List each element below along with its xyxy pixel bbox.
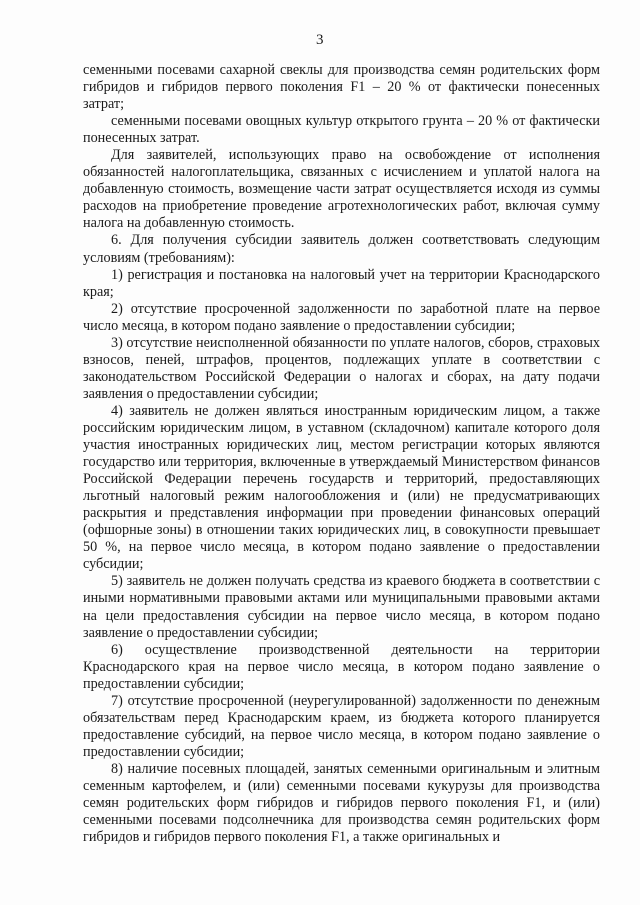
- paragraph-vegetable-crops: семенными посевами овощных культур открытого грунта – 20 % от фактически понесенных затрат.: [83, 113, 600, 147]
- paragraph-condition-3: 3) отсутствие неисполненной обязанности по уплате налогов, сборов, страховых взносов, пеней, штрафов, процентов, подлежащих уплате в соответствии с законодательством Российской Федерации о налогах и сборах, на дату подачи заявления о предоставлении субсидии;: [83, 334, 600, 402]
- paragraph-section-6-intro: 6. Для получения субсидии заявитель должен соответствовать следующим условиям (требованиям):: [83, 232, 600, 266]
- paragraph-condition-8: 8) наличие посевных площадей, занятых семенными оригинальным и элитным семенным картофелем, и (или) семенными посевами кукурузы для производства семян родительских форм гибридов и гибридов первого поколения F1, и (или) семенными посевами подсолнечника для производства семян родительских форм гибридов и гибридов первого поколения F1, а также оригинальных и: [83, 760, 600, 846]
- paragraph-condition-6: 6) осуществление производственной деятельности на территории Краснодарского края на первое число месяца, в котором подано заявление о предоставлении субсидии;: [83, 641, 600, 692]
- paragraph-condition-4: 4) заявитель не должен являться иностранным юридическим лицом, а также российским юридическим лицом, в уставном (складочном) капитале которого доля участия иностранных юридических лиц, местом регистрации которых являются государство или территория, включенные в утверждаемый Министерством финансов Российской Федерации перечень государств и территорий, предоставляющих льготный налоговый режим налогообложения и (или) не предусматривающих раскрытия и представления информации при проведении финансовых операций (офшорные зоны) в отношении таких юридических лиц, в совокупности превышает 50 %, на первое число месяца, в котором подано заявление о предоставлении субсидии;: [83, 402, 600, 573]
- paragraph-condition-7: 7) отсутствие просроченной (неурегулированной) задолженности по денежным обязательствам перед Краснодарским краем, из бюджета которого планируется предоставление субсидий, на первое число месяца, в котором подано заявление о предоставлении субсидии;: [83, 692, 600, 760]
- paragraph-condition-2: 2) отсутствие просроченной задолженности по заработной плате на первое число месяца, в котором подано заявление о предоставлении субсидии;: [83, 300, 600, 334]
- page-number: 3: [316, 32, 324, 48]
- paragraph-vat-exemption: Для заявителей, использующих право на освобождение от исполнения обязанностей налогоплательщика, связанных с исчислением и уплатой налога на добавленную стоимость, возмещение части затрат осуществляется исходя из суммы расходов на приобретение проведение агротехнологических работ, включая сумму налога на добавленную стоимость.: [83, 147, 600, 232]
- paragraph-condition-5: 5) заявитель не должен получать средства из краевого бюджета в соответствии с иными нормативными правовыми актами или муниципальными правовыми актами на цели предоставления субсидии на первое число месяца, в котором подано заявление о предоставлении субсидии;: [83, 573, 600, 641]
- document-body: [83, 62, 600, 846]
- paragraph-condition-1: 1) регистрация и постановка на налоговый учет на территории Краснодарского края;: [83, 266, 600, 300]
- paragraph-sugar-beet: семенными посевами сахарной свеклы для производства семян родительских форм гибридов и гибридов первого поколения F1 – 20 % от фактически понесенных затрат;: [83, 62, 600, 113]
